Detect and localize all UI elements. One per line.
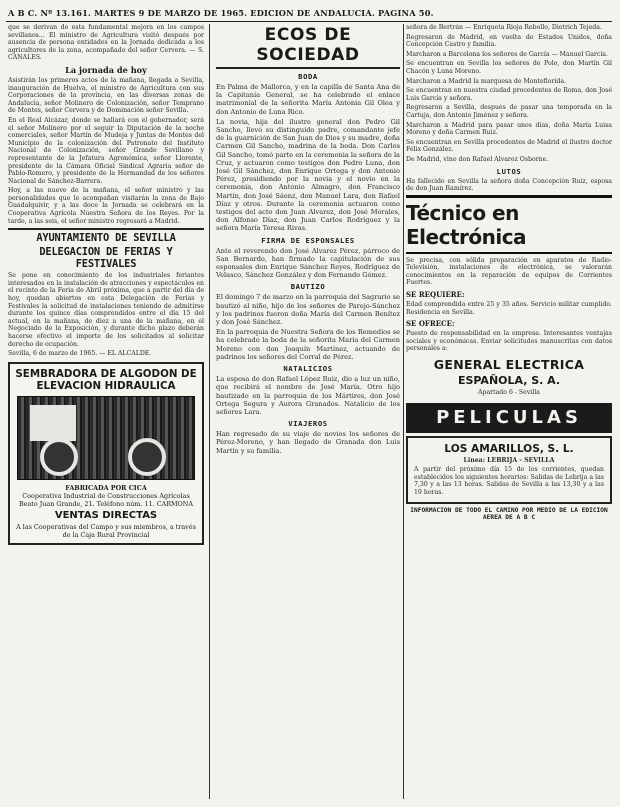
society-paragraph: Ante el reverendo don José Alvarez Pérez, párroco de San Bernardo, han firmado la capitulación de sus esponsales don Enrique Sánchez Reyes, Rodríguez de Velasco, Sánchez González y don Fernando Gómez. (216, 246, 400, 280)
machine-image (17, 396, 195, 480)
article-paragraph: Asistirán los primeros actos de la mañana, llegada a Sevilla, inauguración de Huelva, el ministro de Agricultura con sus Corporaciones de la provincia, en las diversas zonas de Andalucía, señor Molinero de Colonización, señor Temprano de Montes, señor Cervera y de Dominación señor Sevilla. (8, 76, 204, 115)
travel-note: Se encuentran en Sevilla procedentes de Madrid el ilustre doctor Félix González. (406, 138, 612, 154)
article-subhead: La jornada de hoy (65, 64, 147, 75)
tecnico-ad-title: Técnico en Electrónica (406, 195, 612, 254)
travel-note: Marcharon a Madrid para pasar unos días, doña María Luisa Moreno y doña Carmen Ruiz. (406, 121, 612, 137)
column-left (8, 24, 204, 799)
viajeros-heading: VIAJEROS (288, 419, 328, 429)
travel-note: Marcharon a Barcelona los señores de García — Manuel García. (406, 50, 608, 58)
sembradora-ad (8, 362, 204, 545)
article-paragraph: En el Real Alcázar, donde se hallará con el gobernador, será el señor Molinero por el seguir la Diputación de la noche comerciales, señor Martín de Mudeja y Juntas de Montes del Municipio de la colonización del Patronato del Instituto Nacional de Colonización, señor Grande Sevillano y representante de la Jefatura Agronómica, señor Llorente, presidente de la Cámara Oficial Sindical Agraria señor de Pablo-Romero, y presidente de la Hermandad de los señores Nacional de Sánchez-Barrera. (8, 116, 204, 185)
bautizo-heading: BAUTIZO (290, 282, 326, 292)
page-header: A B C. Nº 13.161. MARTES 9 DE MARZO DE 1965. EDICION DE ANDALUCIA. PAGINA 50. (8, 8, 434, 18)
company-name: GENERAL ELECTRICA (433, 357, 585, 373)
society-title: ECOS DE SOCIEDAD (216, 25, 400, 69)
travel-note: Se encuentran en nuestra ciudad procedentes de Roma, don José Luis García y señora. (406, 87, 612, 102)
travel-note: Marcharon a Madrid la marquesa de Monteflorida. (406, 77, 567, 85)
society-paragraph: El domingo 7 de marzo en la parroquia del Sagrario se bautizó al niño, hijo de los señores de Parejo-Sánchez y los padrinos fueron doña María del Carmen Benítez y don José Sánchez. (216, 293, 400, 327)
se-requiere-heading: SE REQUIERE: (406, 290, 465, 300)
society-paragraph: En la parroquia de Nuestra Señora de los Remedios se ha celebrado la boda de la señorita María del Carmen Moreno con don Joaquín Martínez, actuando de padrinos los señores del Corral de Pérez. (216, 328, 400, 361)
notice-paragraph: Se pone en conocimiento de los industriales feriantes interesados en la instalación de atracciones y espectáculos en el recinto de la Feria de Abril próxima, que a partir del día de hoy, quedan abiertos en esta Delegación de Ferias y Festivales la solicitud de instalaciones teniendo de admitirse durante los quince días comprendidos entre el día 15 del actual, en la mañana, de diez a una de la mañana, en el Negociado de la Exposición, y durante dicho plazo deberán hacerse efectivo el importe de los solicitados al solicitar derecho de ocupación. (8, 272, 204, 348)
header-rule (6, 21, 612, 22)
section-rule (8, 228, 204, 230)
column-divider-2 (403, 24, 404, 799)
ad-ventas: VENTAS DIRECTAS (54, 509, 158, 521)
luto-note: Ha fallecido en Sevilla la señora doña Concepción Ruiz, esposa de don Juan Ramírez. (406, 177, 612, 193)
article-intro: que se derivan de esta fundamental mejora en los campos sevillanos... El ministro de Agricultura visitó después por ausencia de persona entidades en la Jornada dedicada a los agricultores de la zona, acompañado del señor Cervera. — S. CANALES. (8, 24, 204, 62)
travel-note: Regresaron a Sevilla, después de pasar una temporada en la Cartuja, don Antonio Jiménez y señora. (406, 104, 612, 119)
footer-note: INFORMACION DE TODO EL CAMINO POR MEDIO DE LA EDICION AEREA DE A B C (410, 506, 608, 522)
ad-title: SEMBRADORA DE ALGODON DE ELEVACION HIDRAULICA (15, 367, 197, 392)
company-apartado: Apartado 6 - Sevilla (478, 389, 540, 397)
peliculas-banner: PELICULAS (406, 403, 612, 433)
amarillos-text: A partir del próximo día 15 de los corrientes, quedan establecidos los siguientes horarios: Salidas de Lebrija a las 7,30 y a las 13 horas. Salidas de Sevilla a las 13,30 y a las 19 horas. (414, 466, 604, 496)
society-paragraph: La novia, hija del ilustre general don Pedro Gil Sancho, llevó su distinguido padre, comandante jefe de la guarnición de San Juan de Dios y su madre, doña Carmen Gil Sancho, madrina de la boda. Don Carlos Gil Sancho, tomó parte en la ceremonia la señora de la Cruz, y actuaron como testigos don Pedro Luna, don José Gil Sánchez, don Enrique Ortega y don Antonio Pérez, presidiendo por la novia y el novio en la ceremonia, don Antonio Almagro, don Francisco Martín, don José Sáenz, don Manuel Lara, don Rafael Díaz y otros. Durante la ceremonia actuaron como testigos del acto don Juan Alvarez, don José Morales, don Alfonso Díaz, don Juan Carlos Rodríguez y la señora María Teresa Rivas. (216, 117, 400, 233)
ad-footer: A las Cooperativas del Campo y sus miembros, a través de la Caja Rural Provincial (16, 522, 196, 539)
article-paragraph: Hoy, a las nueve de la mañana, el señor ministro y las personalidades que le acompañan visitarán la zona de Bajo Guadalquivir, y a las doce la Jornada se celebrará en la Cooperativa Agrícola Nuestra Señora de los Reyes. Por la tarde, a las seis, el señor ministro regresará a Madrid. (8, 187, 204, 225)
ad-maker: FABRICADA POR CICA (65, 483, 147, 492)
tecnico-requirements: Edad comprendida entre 25 y 35 años. Servicio militar cumplido. Residencia en Sevilla. (406, 301, 612, 316)
column-divider-1 (209, 24, 210, 799)
lutos-heading: LUTOS (496, 166, 522, 176)
se-ofrece-heading: SE OFRECE: (406, 319, 455, 329)
amarillos-line: Linea: LEBRIJA - SEVILLA (463, 456, 555, 464)
ayuntamiento-title: AYUNTAMIENTO DE SEVILLA (36, 232, 176, 245)
company-name-line2: ESPAÑOLA, S. A. (457, 374, 561, 388)
society-paragraph: En Palma de Mallorca, y en la capilla de Santa Ana de la Capitanía General, se ha celebrado el enlace matrimonial de la señorita María Antonia Gil Olea y don Antonio de Luna Rico. (216, 83, 400, 116)
society-paragraph: La esposa de don Rafael López Ruiz, dio a luz un niño, que recibirá el nombre de José María. Otro hijo bautizado en la parroquia de los Mártires, don José Ortega Segura y Aurora Granados. Natalicio de los señores Lara. (216, 375, 400, 416)
ad-cooperative: Cooperativa Industrial de Construcciones Agrícolas (22, 491, 190, 500)
travel-note: Se encuentran en Sevilla los señores de Polo, don Martín Gil Chacón y Luna Moreno. (406, 60, 612, 75)
column-right (406, 24, 612, 799)
notice-signature: Sevilla, 6 de marzo de 1965. — EL ALCALDE. (8, 350, 152, 358)
amarillos-title: LOS AMARILLOS, S. L. (444, 442, 574, 455)
tecnico-ad-text: Se precisa, con sólida preparación en aparatos de Radio-Televisión, instalaciones de electrónica, se valorarán conocimientos en la reparación de equipos de Corrientes Fuertes. (406, 256, 612, 287)
travel-note: señora de Bertrán — Enriqueta Rioja Rebollo, Dietrich Tejeda. (406, 24, 602, 31)
ad-address: Beato Juan Grande, 21. Teléfono núm. 11. CARMONA (18, 499, 194, 508)
society-paragraph: Han regresado de su viaje de novios los señores de Pérez-Moreno, y han llegado de Granada don Luis Martín y su familia. (216, 430, 400, 455)
travel-note: Regresaron de Madrid, en vuelta de Estados Unidos, doña Concepción Castro y familia. (406, 33, 612, 49)
amarillos-ad (406, 436, 612, 504)
column-middle (216, 24, 400, 799)
travel-note: De Madrid, vino don Rafael Alvarez Osborne. (406, 155, 549, 163)
boda-heading: BODA (298, 72, 318, 81)
tecnico-offer: Puesto de responsabilidad en la empresa. Interesantes ventajas sociales y económicas. Enviar solicitudes manuscritas con datos personales a: (406, 330, 612, 353)
natalicio-heading: NATALICIOS (283, 364, 333, 374)
delegacion-title: DELEGACION DE FERIAS Y FESTIVALES (39, 246, 173, 271)
firma-heading: FIRMA DE ESPONSALES (261, 235, 355, 245)
